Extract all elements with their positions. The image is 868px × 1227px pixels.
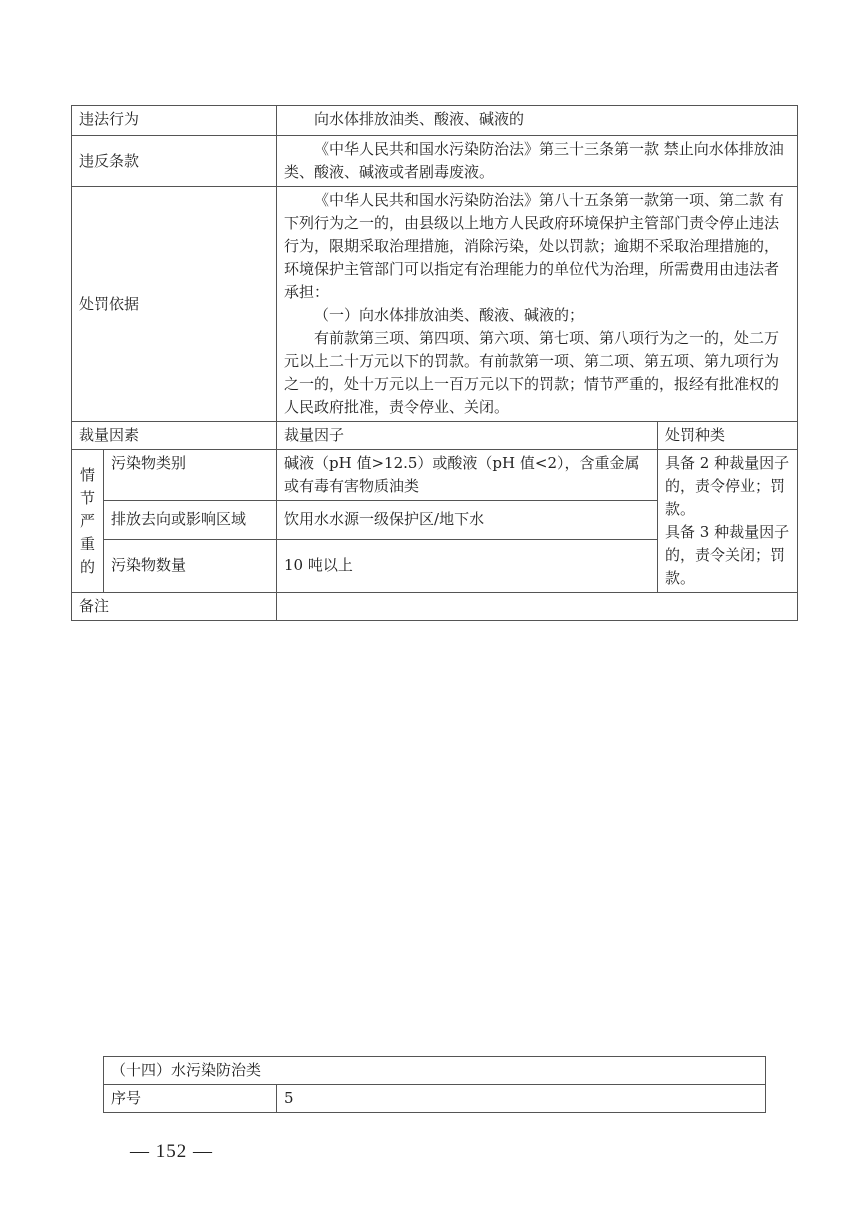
remarks-label: 备注 xyxy=(72,593,277,621)
factor-name: 污染物数量 xyxy=(104,539,277,592)
penalty-standard-table xyxy=(71,105,798,621)
basis-paragraph: 有前款第三项、第四项、第六项、第七项、第八项行为之一的，处二万元以上二十万元以下的罚款。有前款第一项、第二项、第五项、第九项行为之一的，处十万元以上一百万元以下的罚款；情节严重的，报经有批准权的人民政府批准，责令停业、关闭。 xyxy=(284,329,780,416)
section-title: （十四）水污染防治类 xyxy=(104,1057,766,1085)
clause-label: 违反条款 xyxy=(72,136,277,187)
row-basis xyxy=(72,187,798,422)
row-factor xyxy=(72,450,798,501)
penalty-type-value: 具备 2 种裁量因子的，责令停业；罚款。 具备 3 种裁量因子的，责令关闭；罚款。 xyxy=(658,450,798,593)
remarks-value xyxy=(277,593,798,621)
row-header xyxy=(72,422,798,450)
header-factor-element: 裁量因素 xyxy=(72,422,277,450)
basis-label: 处罚依据 xyxy=(72,187,277,422)
row-remarks xyxy=(72,593,798,621)
factor-value: 碱液（pH 值>12.5）或酸液（pH 值<2），含重金属或有毒有害物质油类 xyxy=(277,450,658,501)
row-violation xyxy=(72,106,798,136)
seq-label: 序号 xyxy=(104,1085,277,1113)
basis-paragraph: （一）向水体排放油类、酸液、碱液的； xyxy=(314,306,585,324)
factor-value: 饮用水水源一级保护区/地下水 xyxy=(277,501,658,539)
factor-name: 污染物类别 xyxy=(104,450,277,501)
header-factor: 裁量因子 xyxy=(277,422,658,450)
factor-name: 排放去向或影响区域 xyxy=(104,501,277,539)
violation-value: 向水体排放油类、酸液、碱液的 xyxy=(277,106,798,136)
header-penalty-type: 处罚种类 xyxy=(658,422,798,450)
basis-value xyxy=(277,187,798,422)
factor-value: 10 吨以上 xyxy=(277,539,658,592)
severity-label: 情 节 严 重 的 xyxy=(72,450,104,593)
clause-value: 《中华人民共和国水污染防治法》第三十三条第一款 禁止向水体排放油类、酸液、碱液或者剧毒废液。 xyxy=(277,136,798,187)
violation-label: 违法行为 xyxy=(72,106,277,136)
next-section-table xyxy=(103,1056,766,1113)
page-number: — 152 — xyxy=(130,1141,213,1162)
basis-paragraph: 《中华人民共和国水污染防治法》第八十五条第一款第一项、第二款 有下列行为之一的，由县级以上地方人民政府环境保护主管部门责令停止违法行为，限期采取治理措施，消除污染，处以罚款；逾期不采取治理措施的，环境保护主管部门可以指定有治理能力的单位代为治理，所需费用由违法者承担： xyxy=(284,191,784,301)
row-clause xyxy=(72,136,798,187)
seq-value: 5 xyxy=(277,1085,766,1113)
